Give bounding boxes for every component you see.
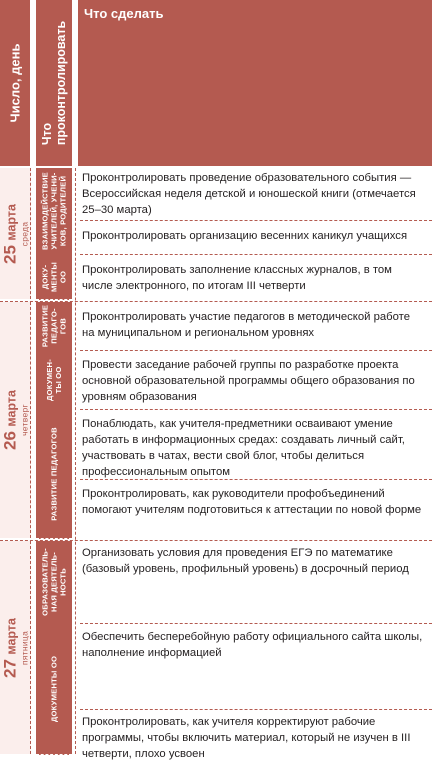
day-cell-26 xyxy=(0,302,31,538)
category-label: ОБРАЗОВАТЕЛЬ- НАЯ ДЕЯТЕЛЬ- НОСТЬ xyxy=(40,548,68,616)
category-cell xyxy=(36,168,72,255)
category-cell xyxy=(36,409,72,539)
category-label: ВЗАИМОДЕЙСТВИЕ УЧИТЕЛЕЙ, УЧЕНИ- КОВ, РОДИТЕЛЕЙ xyxy=(40,172,68,250)
day-number: 25 xyxy=(0,244,20,264)
task-text: Проконтролировать организацию весенних каникул учащихся xyxy=(82,230,408,242)
category-cell xyxy=(36,623,72,755)
day-weekday: среда xyxy=(19,221,30,246)
day-cell-25 xyxy=(0,168,31,299)
row-divider xyxy=(80,254,432,255)
header-control-label: Что проконтролировать xyxy=(40,20,68,146)
day-weekday: четверг xyxy=(19,404,30,436)
category-cell xyxy=(36,541,72,624)
category-label: ДОКУ- МЕНТЫ ОО xyxy=(40,261,68,292)
category-cell xyxy=(36,254,72,300)
category-cell xyxy=(36,350,72,410)
day-weekday: пятница xyxy=(19,630,30,665)
day-month: марта xyxy=(4,617,19,655)
column-divider xyxy=(75,168,76,754)
day-month: марта xyxy=(4,390,19,427)
row-divider xyxy=(0,301,432,302)
category-label: ДОКУМЕН- ТЫ ОО xyxy=(45,358,63,401)
day-month: марта xyxy=(4,203,19,241)
category-label: ДОКУМЕНТЫ ОО xyxy=(49,655,59,722)
row-divider xyxy=(80,220,432,221)
task-text: Провести заседание рабочей группы по разработке проекта основной образовательной программы общего образования по уровням образования xyxy=(82,359,415,403)
row-divider xyxy=(80,409,432,410)
day-label-25 xyxy=(1,204,29,264)
task-text: Проконтролировать проведение образовательного события — Всероссийская неделя детской и юношеской книги (отмечается 25–30 марта) xyxy=(82,172,416,216)
day-label-27 xyxy=(1,618,29,678)
day-label-26 xyxy=(1,390,29,450)
task-text: Понаблюдать, как учителя-предметники осваивают умение работать в информационных средах: создавать личный сайт, участвовать в чатах, вести свой блог, чтобы делиться профессиональным опытом xyxy=(82,418,405,478)
row-divider xyxy=(80,350,432,351)
row-divider xyxy=(80,709,432,710)
task-text: Проконтролировать участие педагогов в методической работе на муниципальном и региональном уровнях xyxy=(82,311,411,339)
day-number: 27 xyxy=(0,658,20,678)
row-divider xyxy=(80,623,432,624)
category-label: РАЗВИТИЕ ПЕДАГО- ГОВ xyxy=(40,304,68,348)
task-text: Обеспечить бесперебойную работу официального сайта школы, наполнение информацией xyxy=(82,631,423,659)
task-text: Организовать условия для проведения ЕГЭ по математике (базовый уровень, профильный уровень) в досрочный период xyxy=(82,547,409,575)
task-text: Проконтролировать, как руководители профобъединений помогают учителям подготовиться к аттестации по новой форме xyxy=(82,488,422,516)
category-label: РАЗВИТИЕ ПЕДАГОГОВ xyxy=(49,426,59,521)
header-date-cell xyxy=(0,0,30,166)
category-cell xyxy=(36,302,72,351)
header-todo-label: Что сделать xyxy=(84,6,164,21)
row-divider xyxy=(0,540,432,541)
header-date-label: Число, день xyxy=(7,43,23,123)
header-todo-cell xyxy=(78,0,432,166)
day-cell-27 xyxy=(0,541,31,754)
task-text: Проконтролировать заполнение классных журналов, в том числе электронного, по итогам III четверти xyxy=(82,264,392,292)
header-control-cell xyxy=(36,0,72,166)
day-number: 26 xyxy=(0,431,20,450)
task-text: Проконтролировать, как учителя корректируют рабочие программы, чтобы включить материал, который не изучен в III четверти, плохо усвоен xyxy=(82,716,411,760)
